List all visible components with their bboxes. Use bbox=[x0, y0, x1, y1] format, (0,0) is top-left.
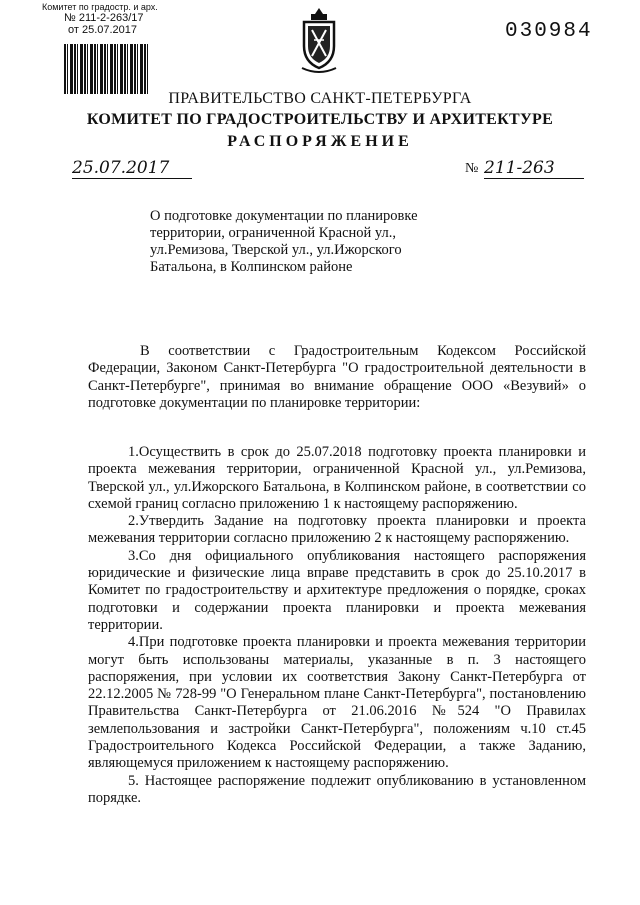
stamp-line-date: от 25.07.2017 bbox=[68, 24, 138, 36]
preamble-text: В соответствии с Градостроительным Кодексом Российской Федерации, Законом Санкт-Петербурга "О градостроительной деятельности в Санкт-Петербурге", принимая во внимание обращение ООО «Везувий» о подготовке документации по планировке территории: bbox=[88, 343, 586, 411]
government-title: ПРАВИТЕЛЬСТВО САНКТ-ПЕТЕРБУРГА bbox=[168, 90, 472, 107]
order-item-1: 1.Осуществить в срок до 25.07.2018 подготовку проекта планировки и проекта межевания территории, ограниченной Красной ул., ул.Ремизова, Тверской ул., ул.Ижорского Батальона, в Колпинском районе, в соответствии со схемой границ согласно приложению 1 к настоящему распоряжению. bbox=[88, 444, 586, 512]
registration-stamp bbox=[42, 2, 182, 36]
order-items bbox=[88, 444, 586, 807]
document-type-title: РАСПОРЯЖЕНИЕ bbox=[227, 133, 413, 150]
document-number: 211-263 bbox=[484, 158, 584, 179]
stamp-line-number: № 211-2-263/17 bbox=[64, 12, 144, 24]
order-item-4: 4.При подготовке проекта планировки и проекта межевания территории могут быть использованы материалы, указанные в п. 3 настоящего распоряжения, при условии их соответствия Закону Санкт-Петербурга от 22.12.2005 № 728-99 "О Генеральном плане Санкт-Петербурга", постановлению Правительства Санкт-Петербурга от 21.06.2016 №524 "О Правилах землепользования и застройки Санкт-Петербурга", положениям ч.10 ст.45 Градостроительного Кодекса Российской Федерации, а также Заданию, являющемуся приложением к настоящему распоряжению. bbox=[88, 634, 586, 772]
barcode bbox=[64, 44, 150, 94]
order-item-3: 3.Со дня официального опубликования настоящего распоряжения юридические и физические лица вправе представить в срок до 25.10.2017 в Комитет по градостроительству и архитектуре предложения о порядке, сроках подготовки и содержании проекта планировки и проекта межевания территории. bbox=[88, 547, 586, 633]
subject-line: Батальона, в Колпинском районе bbox=[150, 259, 353, 275]
order-item-2: 2.Утвердить Задание на подготовку проекта планировки и проекта межевания территории согласно приложению 2 к настоящему распоряжению. bbox=[88, 513, 586, 547]
subject-line: ул.Ремизова, Тверской ул., ул.Ижорского bbox=[150, 242, 402, 258]
subject-line: территории, ограниченной Красной ул., bbox=[150, 225, 397, 241]
serial-number: 030984 bbox=[505, 20, 593, 43]
order-item-5: 5. Настоящее распоряжение подлежит опубликованию в установленном порядке. bbox=[88, 772, 586, 806]
saint-petersburg-emblem-icon bbox=[298, 6, 340, 76]
committee-title: КОМИТЕТ ПО ГРАДОСТРОИТЕЛЬСТВУ И АРХИТЕКТУРЕ bbox=[86, 111, 554, 128]
subject-block bbox=[150, 208, 450, 276]
number-label: № bbox=[465, 161, 479, 176]
stamp-line-organization: Комитет по градостр. и арх. bbox=[42, 2, 158, 12]
subject-line: О подготовке документации по планировке bbox=[150, 208, 418, 224]
preamble bbox=[88, 343, 586, 412]
document-date: 25.07.2017 bbox=[72, 158, 192, 179]
